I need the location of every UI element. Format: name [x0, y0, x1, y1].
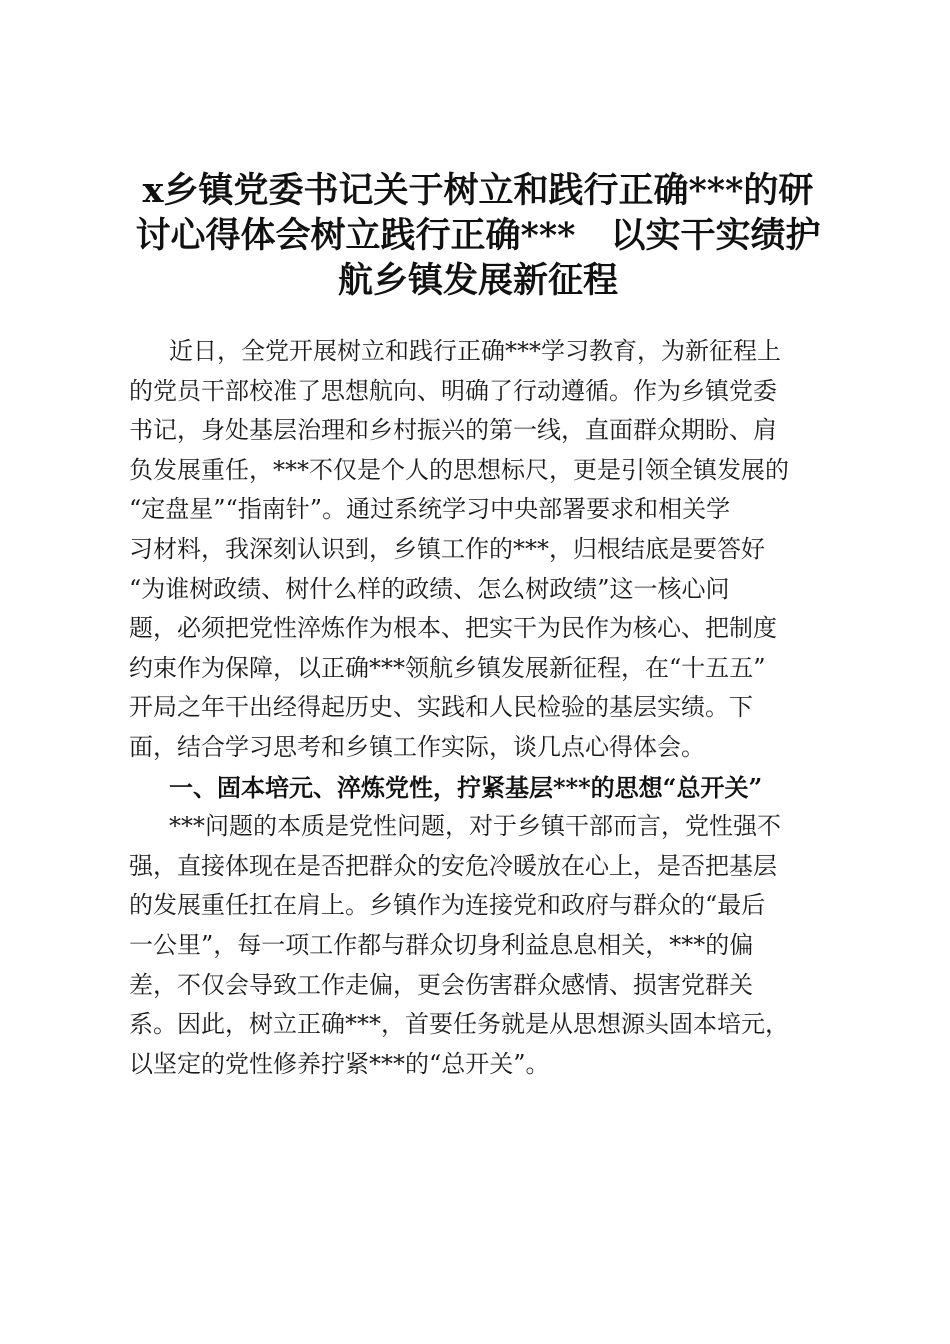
- paragraph-line: 开局之年干出经得起历史、实践和人民检验的基层实绩。下: [129, 693, 753, 722]
- paragraph-line: “为谁树政绩、树什么样的政绩、怎么树政绩”这一核心问: [129, 574, 730, 603]
- paragraph-line: 一公里”，每一项工作都与群众切身利益息息相关，***的偏: [129, 930, 754, 959]
- paragraph-intro: [129, 332, 829, 768]
- paragraph-line: 强，直接体现在是否把群众的安危冷暖放在心上，是否把基层: [129, 851, 777, 880]
- paragraph-line: 的党员干部校准了思想航向、明确了行动遵循。作为乡镇党委: [129, 376, 777, 405]
- paragraph-section-one: [129, 807, 829, 1084]
- paragraph-line: 以坚定的党性修养拧紧***的“总开关”。: [129, 1049, 550, 1078]
- title-line: 讨心得体会树立践行正确*** 以实干实绩护: [135, 215, 821, 256]
- section-heading: 一、固本培元、淬炼党性，拧紧基层***的思想“总开关”: [169, 772, 763, 802]
- paragraph-line: 面，结合学习思考和乡镇工作实际，谈几点心得体会。: [129, 732, 705, 761]
- paragraph-line: “定盘星”“指南针”。通过系统学习中央部署要求和相关学: [129, 495, 731, 524]
- paragraph-line: 约束作为保障，以正确***领航乡镇发展新征程，在“十五五”: [129, 653, 766, 682]
- paragraph-line: 负发展重任，***不仅是个人的思想标尺，更是引领全镇发展的: [129, 455, 789, 484]
- paragraph-line: ***问题的本质是党性问题，对于乡镇干部而言，党性强不: [169, 812, 781, 841]
- document-body: [129, 332, 829, 1084]
- title-line: 航乡镇发展新征程: [337, 260, 618, 301]
- paragraph-line: 题，必须把党性淬炼作为根本、把实干为民作为核心、把制度: [129, 614, 777, 643]
- paragraph-line: 近日，全党开展树立和践行正确***学习教育，为新征程上: [169, 337, 781, 365]
- paragraph-line: 的发展重任扛在肩上。乡镇作为连接党和政府与群众的“最后: [129, 891, 766, 920]
- paragraph-line: 习材料，我深刻认识到，乡镇工作的***，归根结底是要答好: [129, 534, 765, 563]
- paragraph-line: 书记，身处基层治理和乡村振兴的第一线，直面群众期盼、肩: [129, 416, 777, 445]
- paragraph-line: 系。因此，树立正确***，首要任务就是从思想源头固本培元，: [129, 1010, 789, 1039]
- title-line: x乡镇党委书记关于树立和践行正确***的研: [142, 170, 814, 211]
- paragraph-line: 差，不仅会导致工作走偏，更会伤害群众感情、损害党群关: [129, 970, 753, 999]
- document-title: [128, 168, 828, 303]
